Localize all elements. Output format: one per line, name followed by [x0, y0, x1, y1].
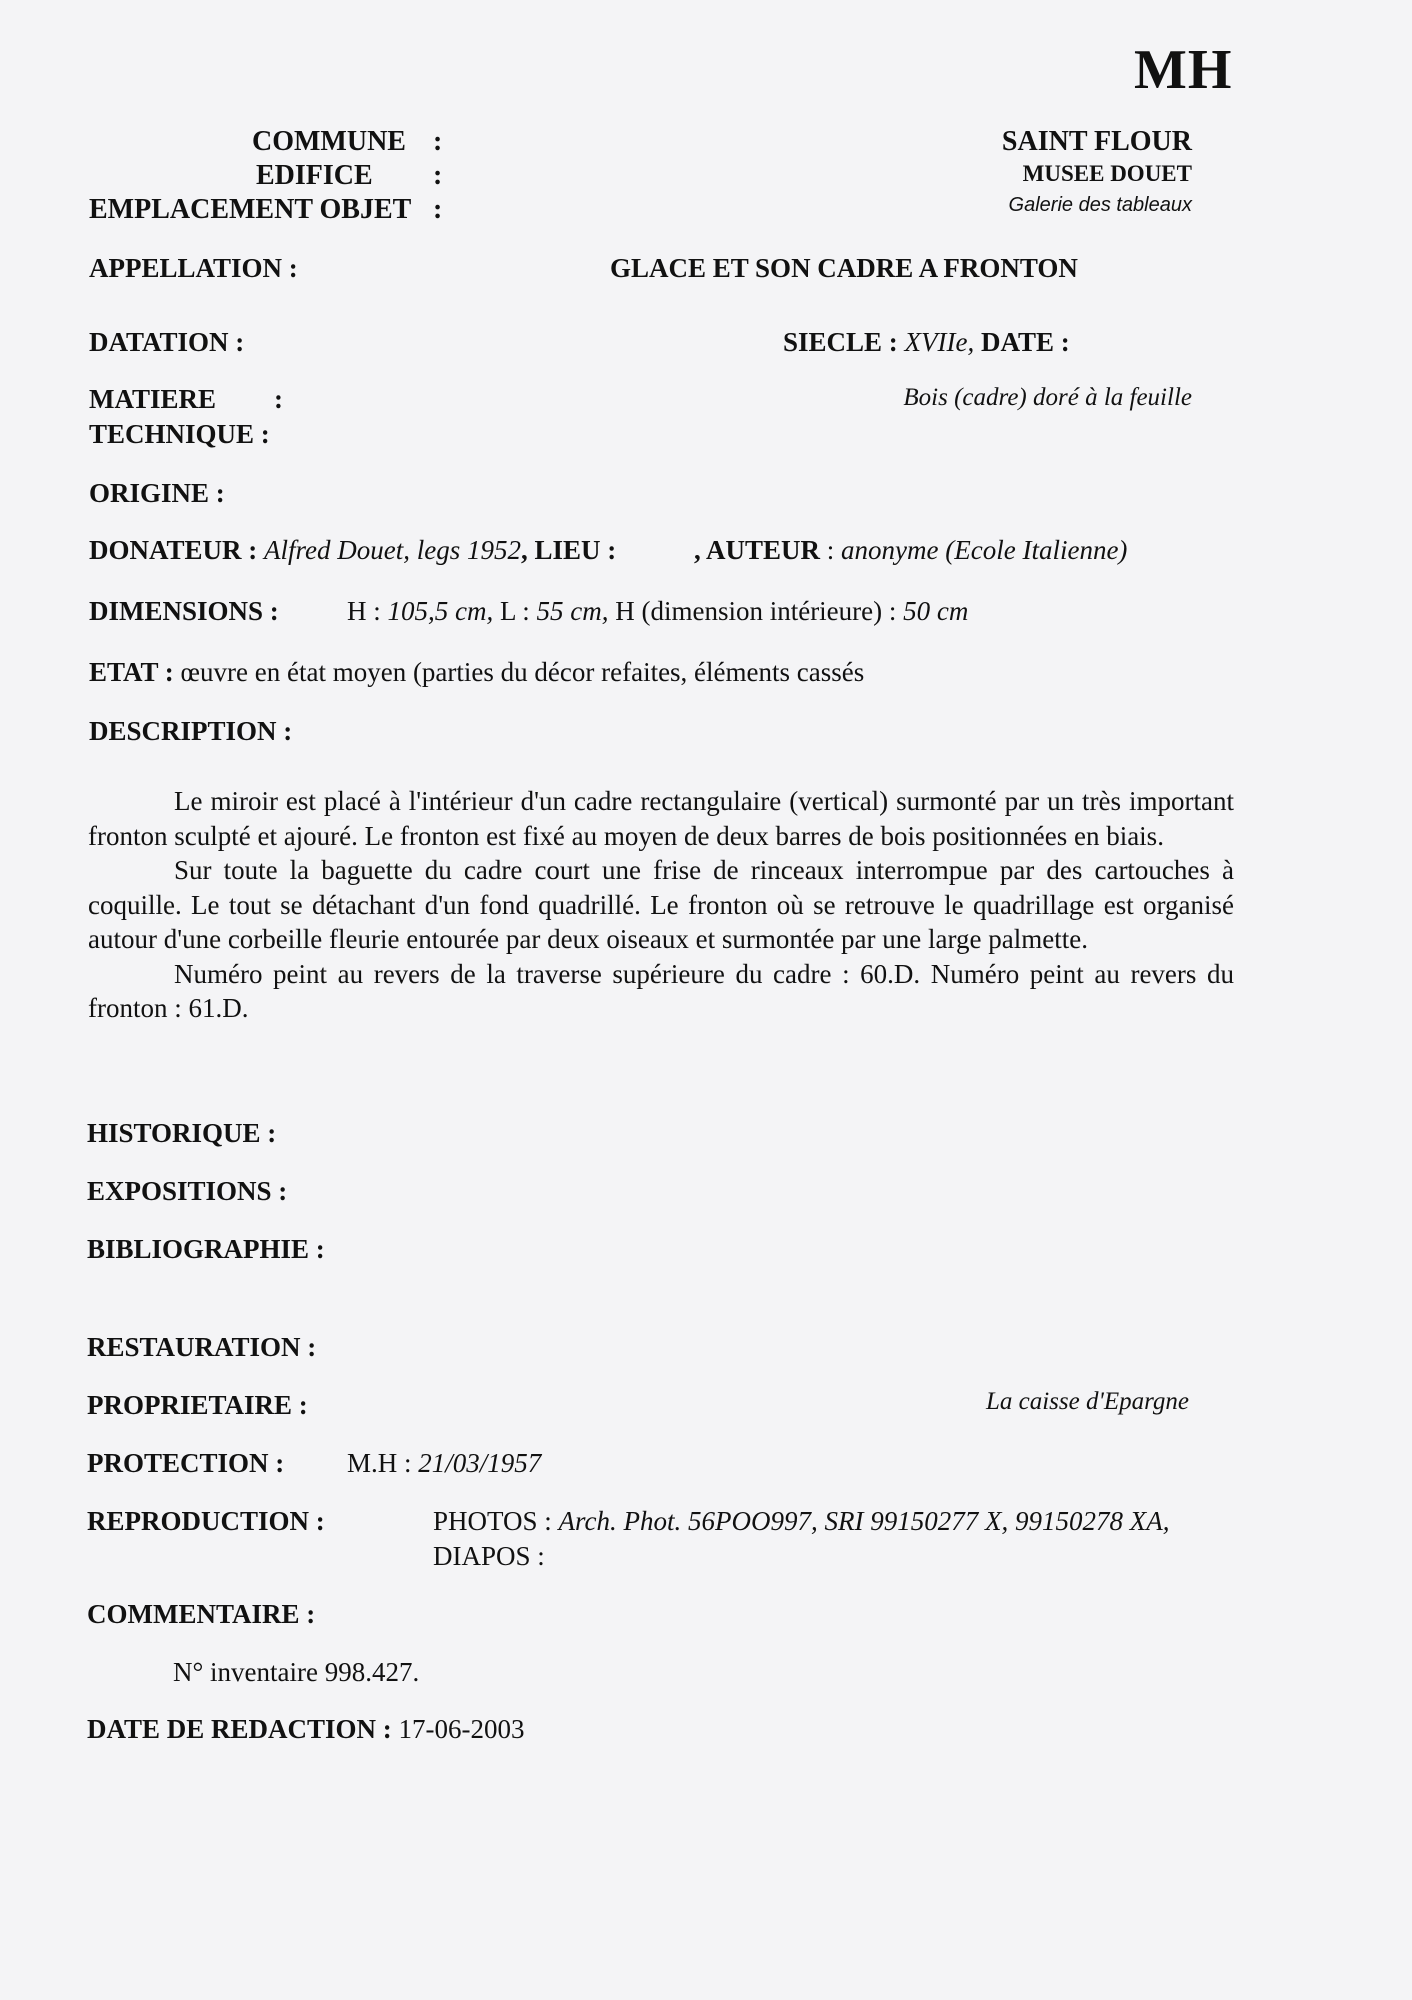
auteur-value: anonyme (Ecole Italienne) — [841, 535, 1128, 565]
mh-badge: MH — [1134, 39, 1233, 101]
emplacement-value: Galerie des tableaux — [1008, 194, 1192, 216]
auteur-label: , AUTEUR — [694, 535, 821, 565]
description-paragraph: Numéro peint au revers de la traverse supérieure du cadre : 60.D. Numéro peint au revers du fronton : 61.D. — [88, 958, 1234, 1023]
matiere-value: Bois (cadre) doré à la feuille — [903, 384, 1192, 411]
appellation-label: APPELLATION : — [89, 253, 298, 283]
edifice-colon: : — [433, 160, 443, 191]
siecle-line — [783, 327, 1070, 358]
commentaire-label: COMMENTAIRE : — [87, 1599, 316, 1629]
technique-label: TECHNIQUE : — [89, 419, 270, 449]
origine-label: ORIGINE : — [89, 478, 225, 508]
date-redaction-line — [87, 1714, 525, 1745]
donateur-line — [89, 535, 616, 566]
commentaire-value: N° inventaire 998.427. — [173, 1657, 420, 1687]
restauration-label: RESTAURATION : — [87, 1332, 317, 1362]
emplacement-label: EMPLACEMENT OBJET — [89, 194, 412, 225]
description-paragraph: Sur toute la baguette du cadre court une frise de rinceaux interrompue par des cartouches à coquille. Le tout se détachant d'un fond quadrillé. Le fronton où se retrouve le quadrillage est organisé autour d'une corbeille fleurie entourée par deux oiseaux et surmontée par une large palmette. — [88, 855, 1234, 954]
siecle-value: XVIIe, — [904, 327, 975, 357]
protection-label: PROTECTION : — [87, 1448, 285, 1478]
auteur-sep: : — [820, 535, 842, 565]
description-body — [88, 784, 1234, 1026]
donateur-value: Alfred Douet, legs 1952 — [264, 535, 521, 565]
photos-value: Arch. Phot. 56POO997, SRI 99150277 X, 99150278 XA, — [558, 1506, 1170, 1536]
appellation-value: GLACE ET SON CADRE A FRONTON — [610, 253, 1078, 283]
etat-line — [89, 657, 864, 688]
siecle-label: SIECLE : — [783, 327, 898, 357]
dim-hi-label: H (dimension intérieure) : — [608, 596, 904, 626]
proprietaire-value: La caisse d'Epargne — [985, 1388, 1189, 1415]
lieu-label: , LIEU : — [520, 535, 617, 565]
photos-line — [433, 1506, 1169, 1537]
date-redaction-label: DATE DE REDACTION : — [87, 1714, 392, 1744]
matiere-label: MATIERE — [89, 384, 217, 414]
commune-colon: : — [433, 126, 443, 157]
diapos-label: DIAPOS : — [433, 1541, 545, 1571]
dim-h-value: 105,5 cm, — [387, 596, 494, 626]
datation-label: DATATION : — [89, 327, 245, 357]
dimensions-label: DIMENSIONS : — [89, 596, 279, 626]
description-label: DESCRIPTION : — [89, 716, 293, 746]
edifice-label: EDIFICE — [256, 160, 373, 191]
dimensions-value — [347, 596, 968, 627]
protection-date: 21/03/1957 — [418, 1448, 542, 1478]
dim-l-value: 55 cm, — [536, 596, 609, 626]
date-label: DATE : — [981, 327, 1070, 357]
donateur-label: DONATEUR : — [89, 535, 258, 565]
etat-label: ETAT : — [89, 657, 174, 687]
expositions-label: EXPOSITIONS : — [87, 1176, 288, 1206]
bibliographie-label: BIBLIOGRAPHIE : — [87, 1234, 325, 1264]
commune-label: COMMUNE — [252, 126, 406, 157]
date-redaction-value: 17-06-2003 — [391, 1714, 525, 1744]
protection-value — [347, 1448, 541, 1479]
commune-value: SAINT FLOUR — [1001, 126, 1192, 157]
reproduction-label: REPRODUCTION : — [87, 1506, 325, 1536]
emplacement-colon: : — [433, 194, 443, 225]
protection-prefix: M.H : — [347, 1448, 419, 1478]
etat-value: œuvre en état moyen (parties du décor refaites, éléments cassés — [173, 657, 865, 687]
dim-hi-value: 50 cm — [903, 596, 969, 626]
photos-label: PHOTOS : — [433, 1506, 559, 1536]
matiere-colon: : — [274, 384, 283, 414]
description-paragraph: Le miroir est placé à l'intérieur d'un cadre rectangulaire (vertical) surmonté par un très important fronton sculpté et ajouré. Le fronton est fixé au moyen de deux barres de bois positionnées en biais. — [88, 786, 1234, 851]
dim-l-label: L : — [493, 596, 537, 626]
proprietaire-label: PROPRIETAIRE : — [87, 1390, 308, 1420]
historique-label: HISTORIQUE : — [87, 1118, 277, 1148]
auteur-line — [694, 535, 1127, 566]
edifice-value: MUSEE DOUET — [1022, 161, 1192, 186]
dim-h-label: H : — [347, 596, 388, 626]
